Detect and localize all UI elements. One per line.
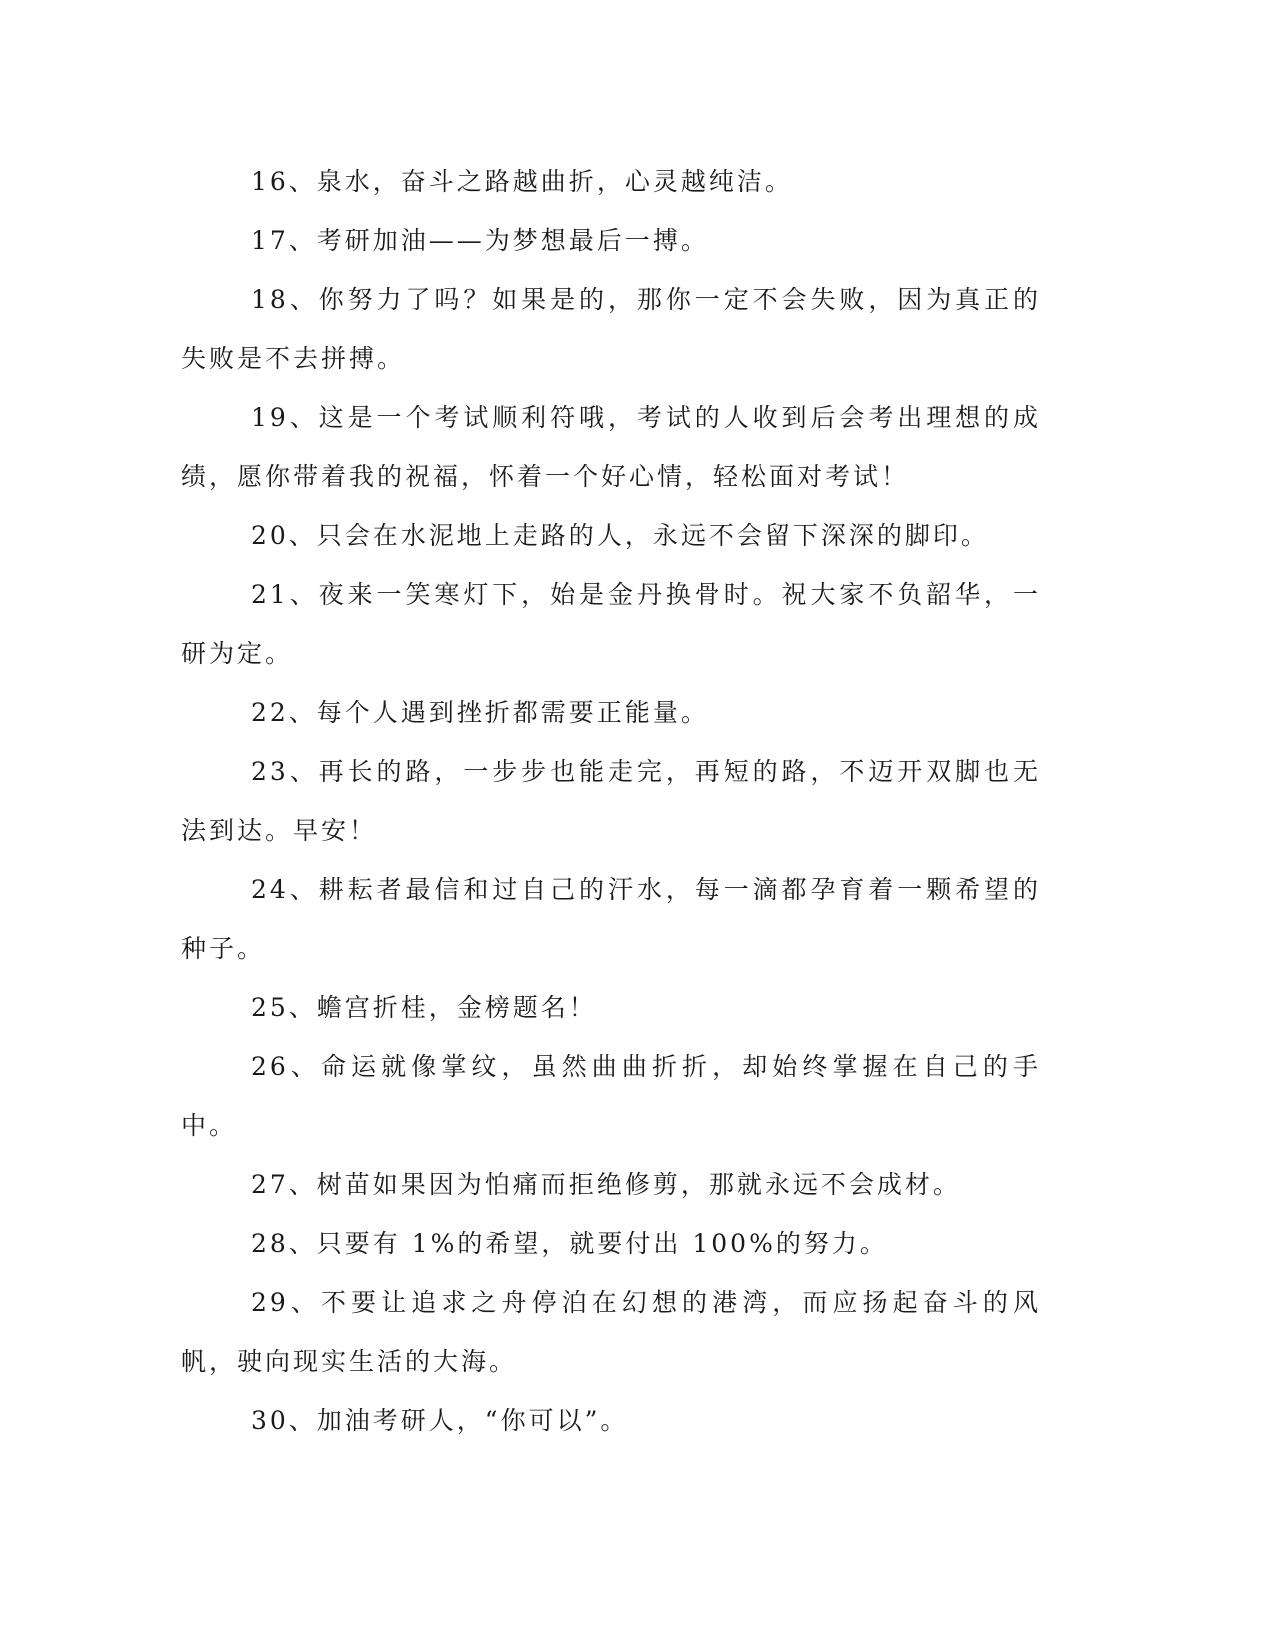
paragraph-18: 18、你努力了吗？如果是的，那你一定不会失败，因为真正的失败是不去拼搏。 bbox=[181, 285, 1041, 373]
paragraph-26: 26、命运就像掌纹，虽然曲曲折折，却始终掌握在自己的手中。 bbox=[181, 1052, 1041, 1140]
paragraph-25: 25、蟾宫折桂，金榜题名！ bbox=[251, 993, 597, 1022]
paragraph-22: 22、每个人遇到挫折都需要正能量。 bbox=[251, 698, 709, 727]
paragraph-17: 17、考研加油——为梦想最后一搏。 bbox=[251, 226, 709, 255]
paragraph-21: 21、夜来一笑寒灯下，始是金丹换骨时。祝大家不负韶华，一研为定。 bbox=[181, 580, 1041, 668]
paragraph-23: 23、再长的路，一步步也能走完，再短的路，不迈开双脚也无法到达。早安！ bbox=[181, 757, 1041, 845]
paragraph-16: 16、泉水，奋斗之路越曲折，心灵越纯洁。 bbox=[251, 167, 793, 196]
paragraph-19: 19、这是一个考试顺利符哦，考试的人收到后会考出理想的成绩，愿你带着我的祝福，怀着一个好心情，轻松面对考试！ bbox=[181, 403, 1041, 491]
paragraph-28: 28、只要有 1%的希望，就要付出 100%的努力。 bbox=[251, 1229, 888, 1258]
paragraph-24: 24、耕耘者最信和过自己的汗水，每一滴都孕育着一颗希望的种子。 bbox=[181, 875, 1041, 963]
document-body bbox=[181, 152, 1041, 1450]
paragraph-29: 29、不要让追求之舟停泊在幻想的港湾，而应扬起奋斗的风帆，驶向现实生活的大海。 bbox=[181, 1288, 1041, 1376]
paragraph-20: 20、只会在水泥地上走路的人，永远不会留下深深的脚印。 bbox=[251, 521, 989, 550]
paragraph-30: 30、加油考研人，“你可以”。 bbox=[251, 1406, 629, 1435]
paragraph-27: 27、树苗如果因为怕痛而拒绝修剪，那就永远不会成材。 bbox=[251, 1170, 961, 1199]
